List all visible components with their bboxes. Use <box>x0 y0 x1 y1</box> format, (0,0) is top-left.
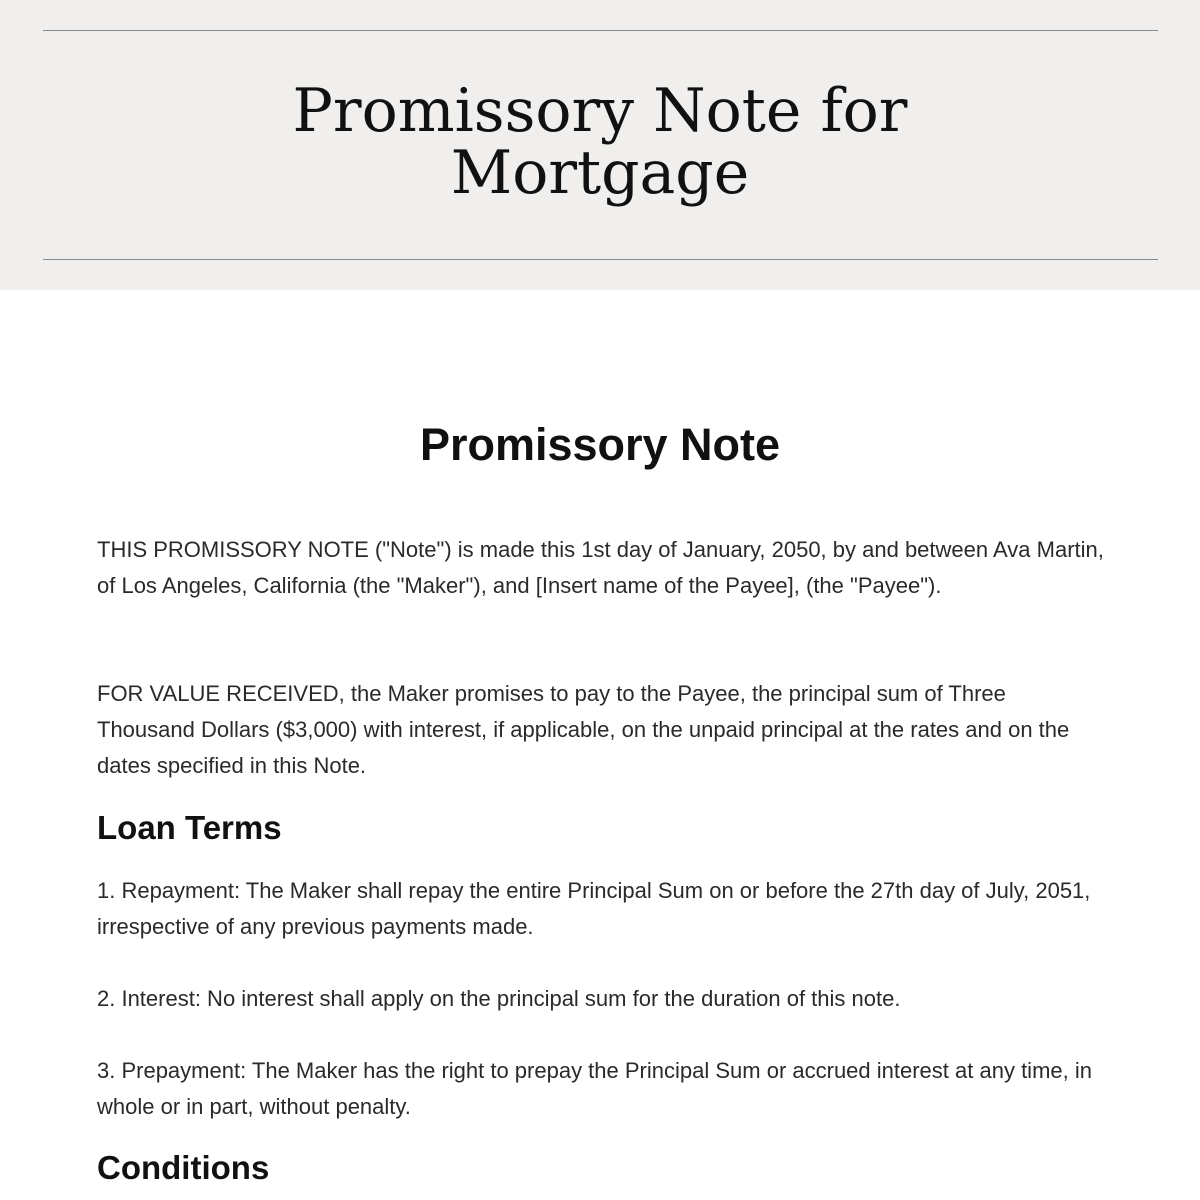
banner-title: Promissory Note for Mortgage <box>292 76 908 208</box>
value-received-paragraph: FOR VALUE RECEIVED, the Maker promises to pay to the Payee, the principal sum of Three Thousand Dollars ($3,000) with interest, if applicable, on the unpaid principal at the rates and on the dates specified in this Note. <box>97 681 1070 778</box>
loan-term-repayment: 1. Repayment: The Maker shall repay the entire Principal Sum on or before the 27th day of July, 2051, irrespective of any previous payments made. <box>97 878 1091 939</box>
title-banner <box>0 0 1200 290</box>
document-title: Promissory Note <box>419 419 781 470</box>
loan-terms-heading: Loan Terms <box>97 809 282 846</box>
loan-term-prepayment: 3. Prepayment: The Maker has the right to prepay the Principal Sum or accrued interest at any time, in whole or in part, without penalty. <box>97 1058 1092 1119</box>
conditions-heading: Conditions <box>97 1149 270 1186</box>
intro-paragraph: THIS PROMISSORY NOTE ("Note") is made this 1st day of January, 2050, by and between Ava Martin, of Los Angeles, California (the "Maker"), and [Insert name of the Payee], (the "Payee"). <box>97 537 1104 598</box>
banner-top-divider <box>43 30 1158 31</box>
banner-bottom-divider <box>43 259 1158 260</box>
loan-term-interest: 2. Interest: No interest shall apply on the principal sum for the duration of this note. <box>97 986 901 1011</box>
